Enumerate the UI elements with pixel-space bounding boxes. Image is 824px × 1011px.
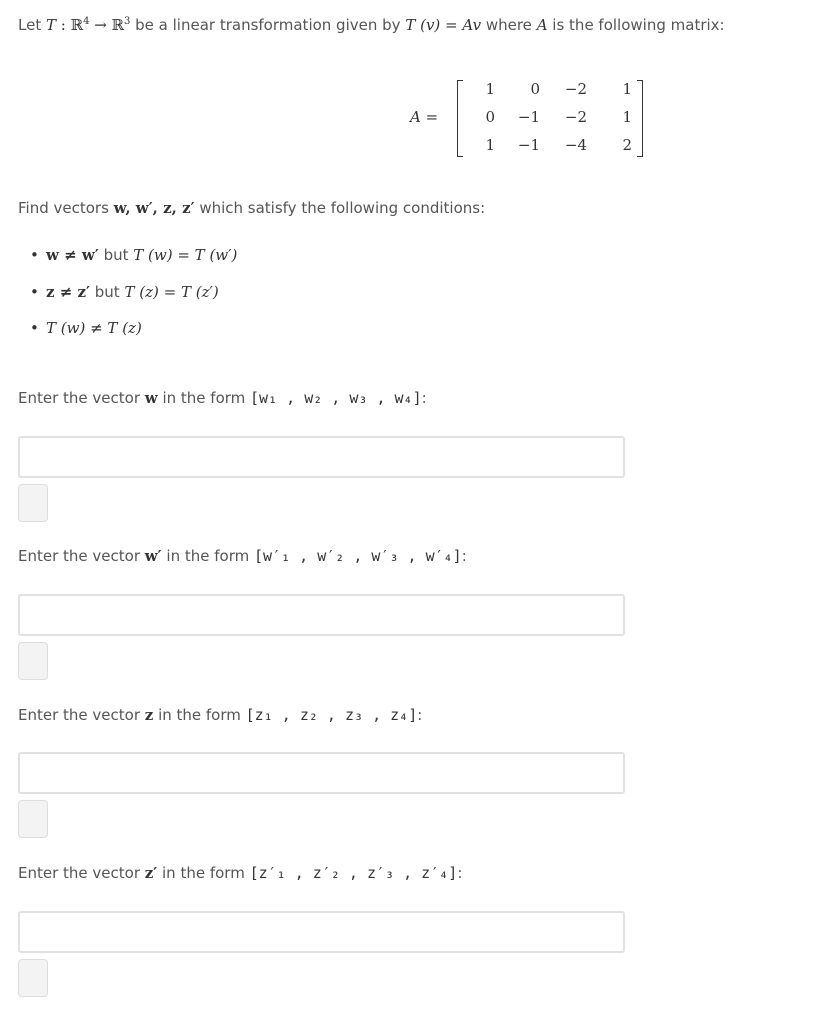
prompt-mid: in the form	[161, 547, 254, 565]
matrix-cell: 1	[485, 136, 495, 154]
condition-item	[30, 319, 142, 337]
find-text-b: which satisfy the following conditions:	[194, 199, 486, 217]
prompt-z-prime	[18, 864, 462, 882]
matrix-cell: 0	[485, 108, 495, 126]
matrix-cell: −4	[564, 136, 587, 154]
bullet-icon: •	[30, 319, 39, 337]
intro-A-symbol: A	[536, 16, 548, 34]
find-vectors: w, w′, z, z′	[113, 199, 195, 217]
condition-left: w ≠ w′	[46, 246, 99, 264]
matrix-right-bracket	[637, 80, 643, 157]
z-prime-input[interactable]	[18, 911, 625, 953]
prompt-form: [w₁ , w₂ , w₃ , w₄]	[250, 389, 422, 407]
condition-right: T (w) = T (w′)	[133, 246, 238, 264]
intro-codomain-R: ℝ	[111, 16, 125, 34]
intro-be-text: be a linear transformation given by	[130, 16, 406, 34]
prompt-w-prime	[18, 547, 467, 565]
intro-Tv-equation: T (v) = Av	[405, 16, 482, 34]
z-check-button[interactable]	[18, 800, 48, 838]
prompt-form: [z₁ , z₂ , z₃ , z₄]	[245, 706, 418, 724]
z-input[interactable]	[18, 752, 625, 794]
condition-right: T (z) = T (z′)	[124, 283, 219, 301]
prompt-vector: w′	[144, 547, 162, 565]
z-prime-check-button[interactable]	[18, 959, 48, 997]
matrix-cell: −2	[564, 80, 587, 98]
prompt-post: :	[417, 706, 423, 724]
prompt-mid: in the form	[157, 864, 250, 882]
condition-item	[30, 246, 237, 264]
intro-domain-exponent: 4	[83, 16, 90, 27]
prompt-form: [z′₁ , z′₂ , z′₃ , z′₄]	[249, 864, 458, 882]
problem-intro	[18, 16, 725, 34]
prompt-pre: Enter the vector	[18, 389, 145, 407]
matrix-cell: −1	[517, 136, 540, 154]
w-check-button[interactable]	[18, 484, 48, 522]
matrix-label: A =	[410, 108, 439, 126]
intro-tail-text: is the following matrix:	[547, 16, 725, 34]
intro-where-text: where	[481, 16, 537, 34]
w-prime-input[interactable]	[18, 594, 625, 636]
prompt-post: :	[457, 864, 463, 882]
matrix-cell: −2	[564, 108, 587, 126]
prompt-post: :	[421, 389, 427, 407]
condition-right: T (w) ≠ T (z)	[46, 319, 142, 337]
prompt-pre: Enter the vector	[18, 864, 145, 882]
prompt-pre: Enter the vector	[18, 547, 145, 565]
condition-mid: but	[98, 246, 134, 264]
intro-let-text: Let	[18, 16, 42, 34]
prompt-vector: z	[144, 706, 154, 724]
w-input[interactable]	[18, 436, 625, 478]
prompt-vector: w	[144, 389, 158, 407]
matrix-cell: 1	[485, 80, 495, 98]
prompt-vector: z′	[144, 864, 158, 882]
intro-arrow: →	[89, 16, 112, 34]
condition-left: z ≠ z′	[46, 283, 91, 301]
prompt-mid: in the form	[157, 389, 251, 407]
prompt-w	[18, 389, 427, 407]
prompt-form: [w′₁ , w′₂ , w′₃ , w′₄]	[253, 547, 462, 565]
matrix-cell: 2	[622, 136, 632, 154]
matrix-cell: −1	[517, 108, 540, 126]
prompt-z	[18, 706, 422, 724]
intro-T-symbol: T	[45, 16, 56, 34]
condition-mid: but	[90, 283, 125, 301]
find-instructions	[18, 199, 485, 217]
condition-item	[30, 283, 219, 301]
matrix-cell: 0	[530, 80, 540, 98]
w-prime-check-button[interactable]	[18, 642, 48, 680]
find-text-a: Find vectors	[18, 199, 114, 217]
prompt-post: :	[461, 547, 467, 565]
intro-domain-R: ℝ	[70, 16, 84, 34]
intro-colon: :	[56, 16, 71, 34]
bullet-icon: •	[30, 283, 39, 301]
prompt-pre: Enter the vector	[18, 706, 145, 724]
matrix-cell: 1	[622, 108, 632, 126]
matrix-cell: 1	[622, 80, 632, 98]
bullet-icon: •	[30, 246, 39, 264]
prompt-mid: in the form	[153, 706, 246, 724]
intro-codomain-exponent: 3	[124, 16, 131, 27]
